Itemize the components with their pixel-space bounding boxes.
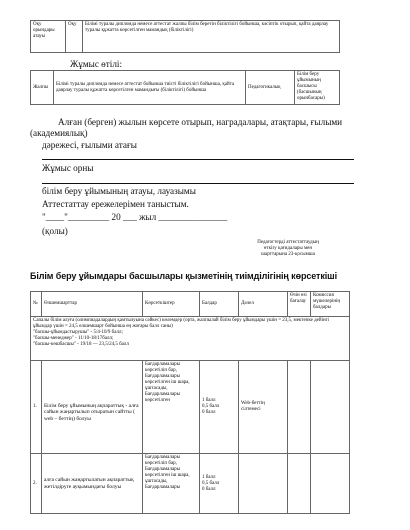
exp-col-specialty: Білімі туралы дипломда немесе аттестат бойынша тиісті біліктілігі бойынша, қайта даярлау туралы құжатта көрсетілген мамандығы (біліктілігі) бойынша <box>54 71 246 105</box>
row-indicators: Бағдарламалары көрсетіліп бар, Бағдарламалары көрсетілген іш шара, ұштасады, Бағдарламалары көрсетілген <box>143 361 200 454</box>
points-value: 0,5 балл <box>202 404 220 409</box>
exp-col-pedagogical: Педагогикалық <box>246 71 295 105</box>
appendix-note <box>238 240 338 258</box>
table-row <box>31 454 350 514</box>
edu-col-specialty: Білімі туралы дипломда немесе аттестат жалпы білім беретін біліктілігі бойынша, кәсіптік отырып, қайта даярлау туралы құжатта көрсетілген мамандық (біліктілігі) <box>83 21 340 53</box>
experience-table <box>30 70 340 105</box>
header-commission: Комиссия мүшелерінің балдары <box>311 292 350 317</box>
header-indicators: Көрсеткіштер <box>143 292 200 317</box>
points-value: 0 балл <box>202 410 216 415</box>
points-value: 0,5 балл <box>202 480 220 486</box>
header-self-assessment: Өзін өзі бағалау <box>288 292 311 317</box>
degree-label: дәрежесі, ғылыми атағы <box>42 140 137 150</box>
appendix-line: Педагогтерді аттестаттаудың <box>257 240 319 245</box>
row-points <box>200 454 239 514</box>
intro-text: Сапалы білім алуға (олимпиадалардың қамтылуына сәйкес) көлемдер (орта, жалпылай білім беру ұйымдары үшін = 23,5, мектепке дейінгі ұйымдар үшін = 24,5 өлшемшарт бойынша ең жоғары балл саны) <box>33 318 330 329</box>
row-indicators: Бағдарламалары көрсетіліп бар, Бағдарламалары көрсетілген іш шара, ұштасады, Бағдарламалары <box>143 454 200 514</box>
header-evidence: Дәлел <box>239 292 288 317</box>
work-experience-label: Жұмыс өтілі: <box>70 59 123 69</box>
row-evidence <box>239 454 288 514</box>
points-value: 1 балл <box>202 474 216 480</box>
awards-paragraph: Алған (берген) жылын көрсете отырып, наградалары, атақтары, ғылыми (академиялық) <box>30 117 343 138</box>
row-number: 1. <box>31 361 42 454</box>
fill-line <box>42 183 354 184</box>
fill-line <box>42 159 354 160</box>
points-value: 1 балл <box>202 398 216 403</box>
intro-cell <box>31 317 350 361</box>
edu-col-institution: Оқу орындары атауы <box>31 21 66 53</box>
rules-acknowledgement: Аттестаттау ережелерімен таныстым. <box>42 199 189 209</box>
header-points: Балдар <box>200 292 239 317</box>
education-table <box>30 20 340 53</box>
organization-label: білім беру ұйымының атауы, лауазымы <box>42 186 196 196</box>
row-commission <box>311 454 350 514</box>
header-num: № <box>31 292 42 317</box>
signature-label: (қолы) <box>42 226 68 236</box>
row-criterion: алға сайын жаңартылатын ақпараттық жетілдіруге ауқымындағы болуы <box>42 454 143 514</box>
header-criteria: Өлшемшарттар <box>42 292 143 317</box>
intro-text: "басшы-көшбасшы" - 19/18 — 23,5/24,5 балл <box>33 342 129 347</box>
row-evidence: Web-беттің сілтемесі <box>239 361 288 454</box>
row-criterion: Білім беру ұйымының ақпараттық - алға сайын жаңартылып отыратын сайтты ( web – беттің) болуы <box>42 361 143 454</box>
table-row <box>31 361 350 454</box>
main-heading: Білім беру ұйымдары басшылары қызметінің тиімділігінің көрсеткіші <box>30 271 337 281</box>
intro-text: "басшы-менеджер" - 11/10-18/17балл; <box>33 336 114 341</box>
date-signature-line: "____"_________ 20 ___ жыл _______________ <box>42 212 228 222</box>
workplace-label: Жұмыс орны <box>42 163 94 173</box>
row-number: 2. <box>31 454 42 514</box>
exp-col-head: Білім беру ұйымының басшысы (басшының орынбасары) <box>295 71 340 105</box>
appendix-line: өткізу қағидалары мен <box>263 246 313 251</box>
intro-text: "басшы-ұйымдастырушы" - 5/4-10/9 балл; <box>33 330 123 335</box>
row-commission <box>311 361 350 454</box>
exp-col-total: Жалпы <box>31 71 54 105</box>
indicators-table <box>30 291 350 514</box>
row-self-assessment <box>288 454 311 514</box>
row-points <box>200 361 239 454</box>
edu-col-study: Оқу <box>66 21 83 53</box>
row-self-assessment <box>288 361 311 454</box>
points-value: 0 балл <box>202 486 216 492</box>
appendix-line: шарттарына 23-қосымша <box>261 252 315 257</box>
